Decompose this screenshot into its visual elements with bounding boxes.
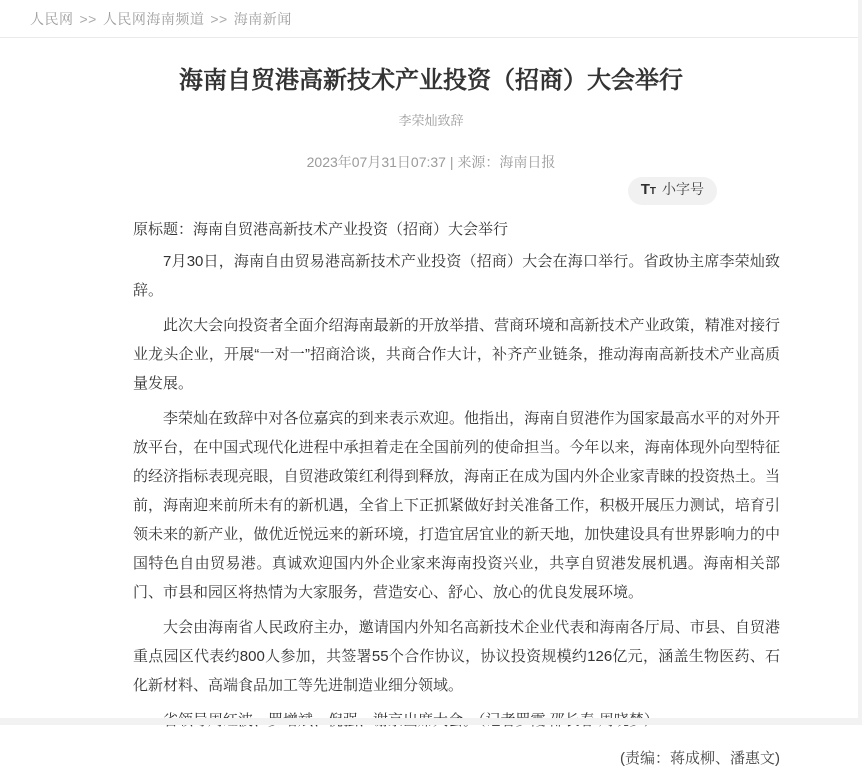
paragraph: 7月30日，海南自由贸易港高新技术产业投资（招商）大会在海口举行。省政协主席李荣灿致辞。 xyxy=(133,253,780,299)
page-edge-bottom xyxy=(0,718,862,725)
original-title-text: 海南自贸港高新技术产业投资（招商）大会举行 xyxy=(193,221,509,238)
font-size-label: 小字号 xyxy=(662,181,704,197)
breadcrumb-link-hainan-channel[interactable]: 人民网海南频道 xyxy=(102,11,205,27)
paragraph: 此次大会向投资者全面介绍海南最新的开放举措、营商环境和高新技术产业政策，精准对接行业龙头企业，开展“一对一”招商洽谈，共商合作大计，补齐产业链条，推动海南高新技术产业高质量发展。 xyxy=(133,317,780,392)
article-meta xyxy=(0,152,862,172)
breadcrumb-link-hainan-news[interactable]: 海南新闻 xyxy=(233,11,292,27)
source-label: 来源： xyxy=(457,154,500,170)
publish-date: 2023年07月31日07:37 xyxy=(306,154,446,170)
paragraph: 大会由海南省人民政府主办，邀请国内外知名高新技术企业代表和海南各厅局、市县、自贸港重点园区代表约800人参加，共签署55个合作协议，协议投资规模约126亿元，涵盖生物医药、石化新材料、高端食品加工等先进制造业细分领域。 xyxy=(133,619,780,694)
article-toolbar xyxy=(0,177,717,203)
font-size-button[interactable] xyxy=(628,177,717,205)
breadcrumb-separator: >> xyxy=(210,11,228,27)
article-subtitle: 李荣灿致辞 xyxy=(398,113,464,128)
paragraph: 李荣灿在致辞中对各位嘉宾的到来表示欢迎。他指出，海南自贸港作为国家最高水平的对外开放平台，在中国式现代化进程中承担着走在全国前列的使命担当。今年以来，海南体现外向型特征的经济指标表现亮眼，自贸港政策红利得到释放，海南正在成为国内外企业家青睐的投资热土。当前，海南迎来前所未有的新机遇，全省上下正抓紧做好封关准备工作，积极开展压力测试，培育引领未来的新产业，做优近悦远来的新环境，打造宜居宜业的新天地，加快建设具有世界影响力的中国特色自由贸易港。真诚欢迎国内外企业家来海南投资兴业，共享自贸港发展机遇。海南相关部门、市县和园区将热情为大家服务，营造安心、舒心、放心的优良发展环境。 xyxy=(133,410,780,601)
font-size-icon: TT xyxy=(640,181,656,198)
header-divider xyxy=(0,37,862,38)
source-link[interactable]: 海南日报 xyxy=(499,154,556,170)
breadcrumb-link-people[interactable]: 人民网 xyxy=(30,11,74,27)
meta-separator: | xyxy=(445,154,458,170)
article-header xyxy=(0,65,862,172)
breadcrumb xyxy=(0,0,862,37)
breadcrumb-separator: >> xyxy=(79,11,97,27)
page-title: 海南自贸港高新技术产业投资（招商）大会举行 xyxy=(179,67,683,94)
page-edge-right xyxy=(858,0,862,725)
original-title-label: 原标题： xyxy=(133,221,194,238)
article-body xyxy=(133,219,780,769)
editor-credit: (责编：蒋成柳、潘惠文) xyxy=(620,750,780,767)
original-title-line xyxy=(133,219,780,241)
